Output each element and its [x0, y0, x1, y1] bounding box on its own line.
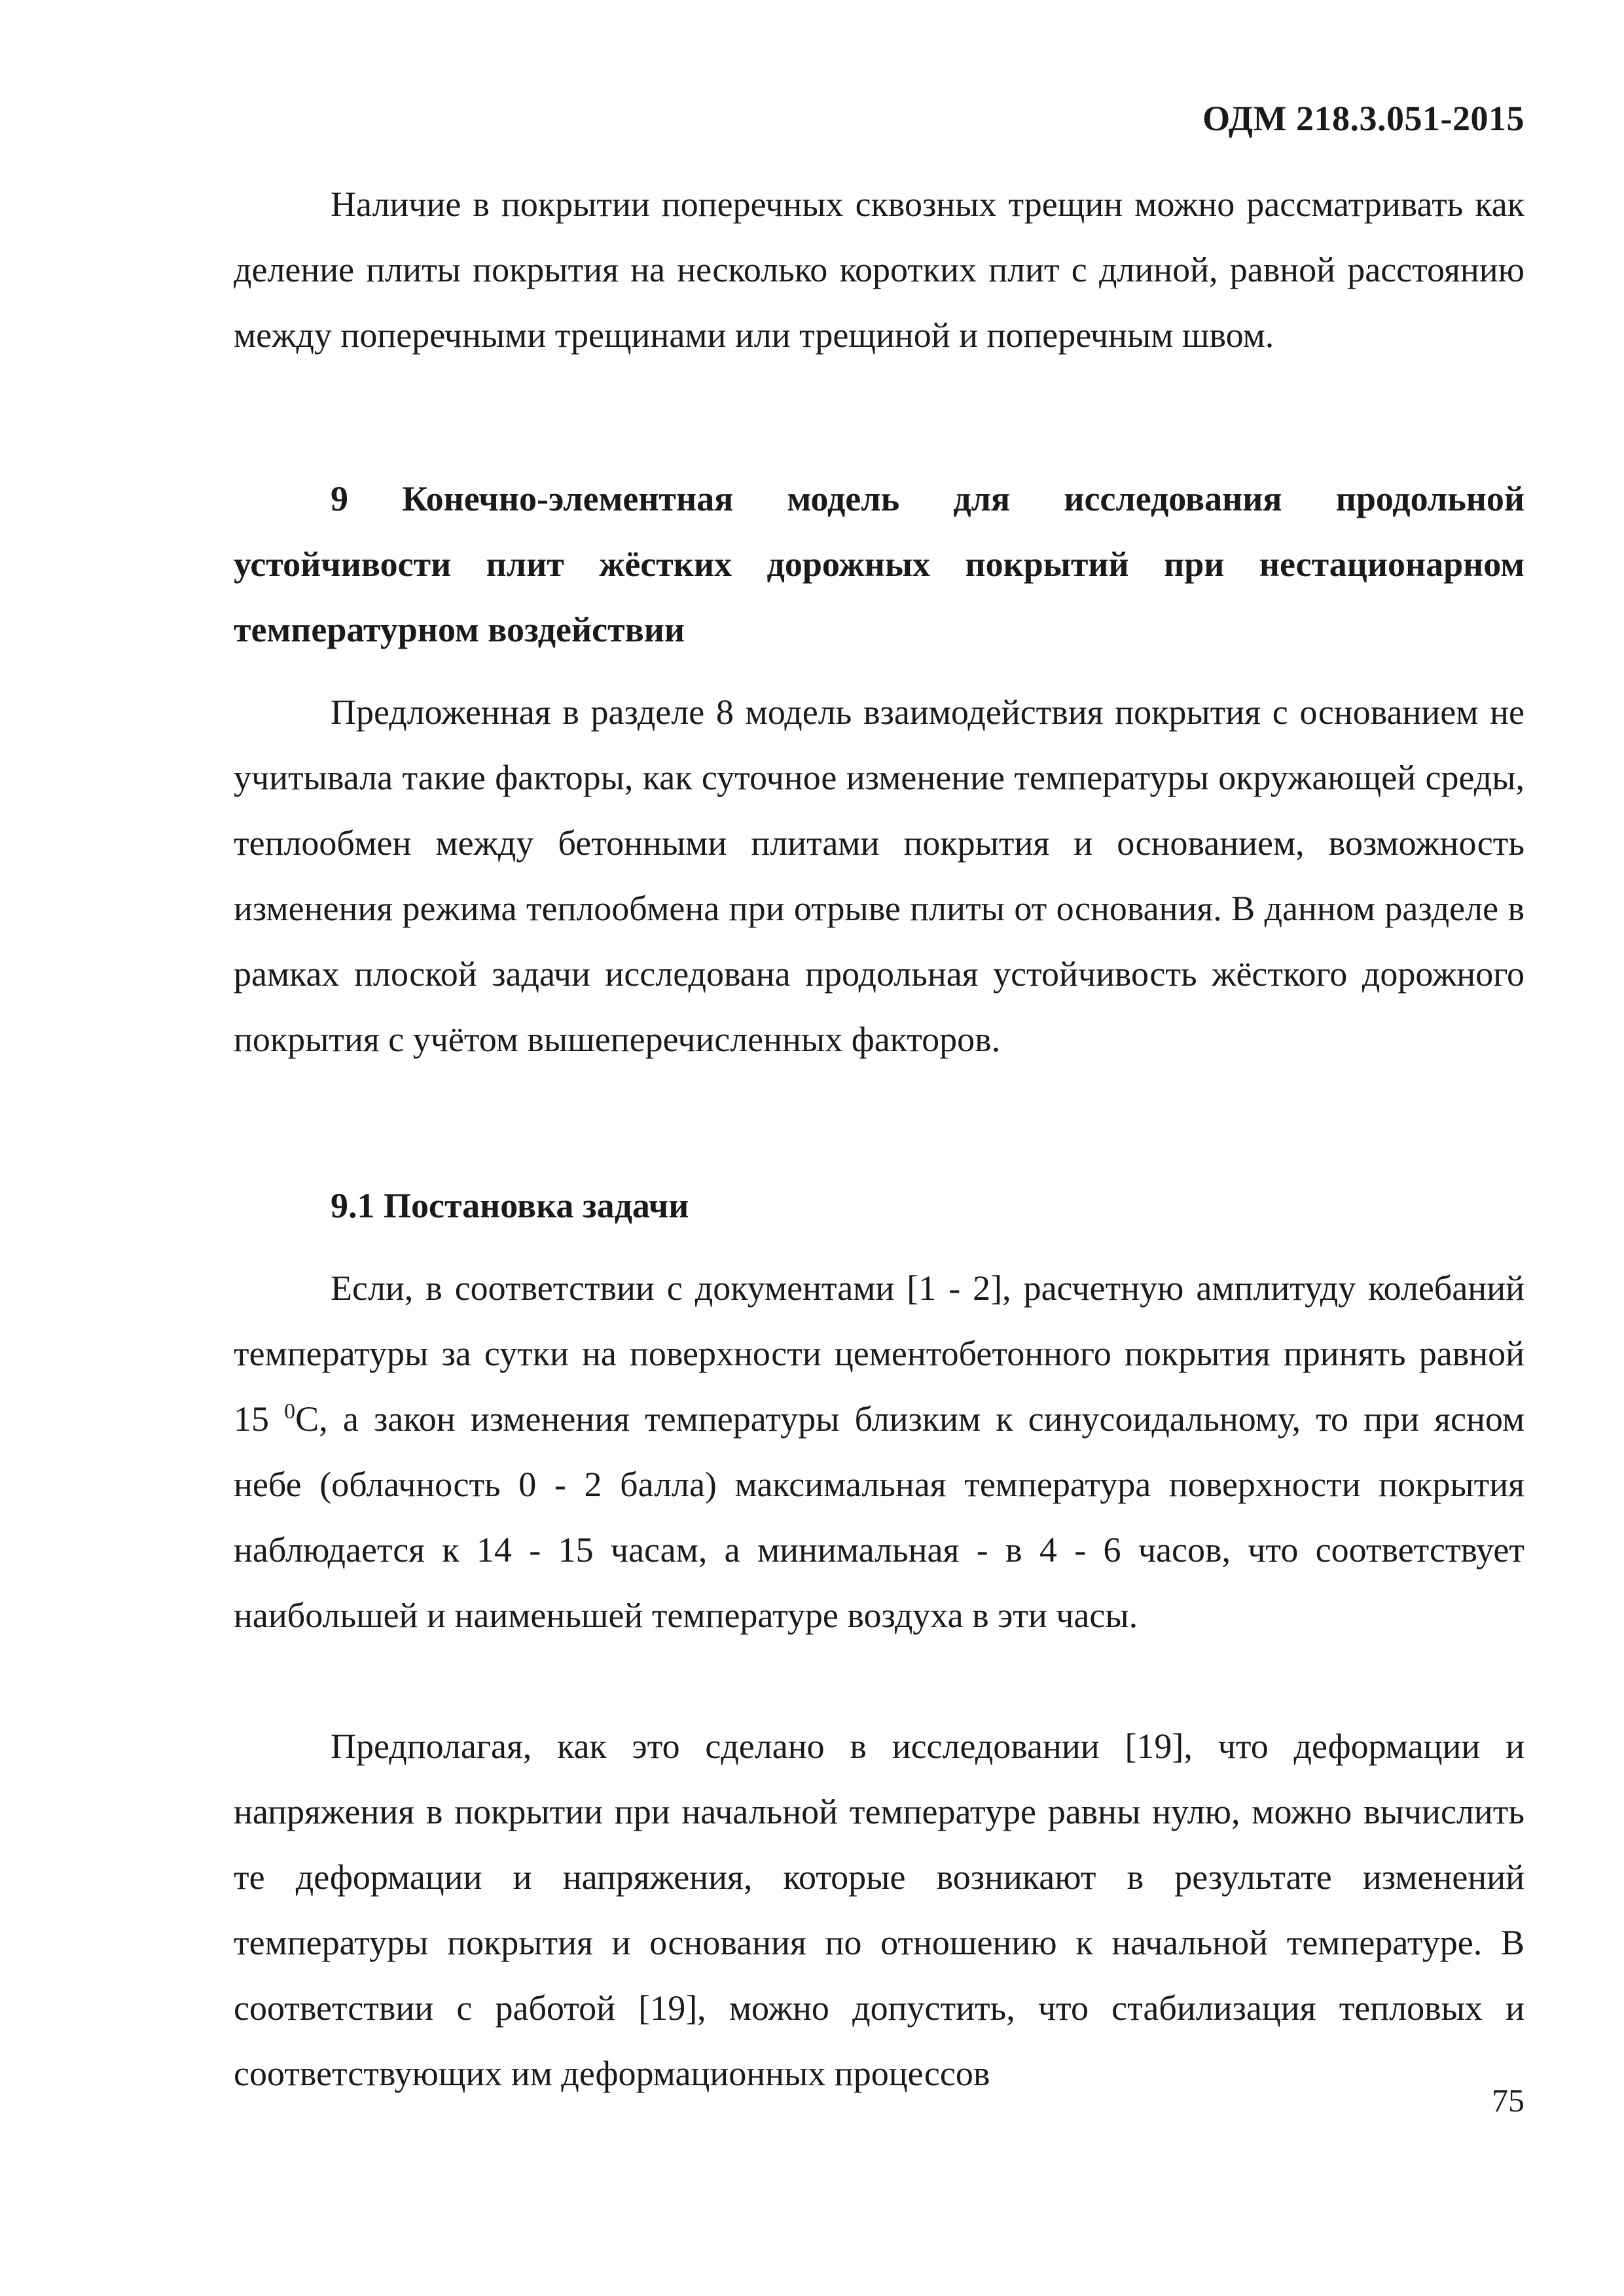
paragraph-temperature-amplitude [234, 1255, 1525, 1648]
paragraph-temperature-part1: Если, в соответствии с документами [1 - 2], расчетную амплитуду колебаний температуры за сутки на поверхности цементобетонного покрытия принять равной 15 [234, 1268, 1525, 1439]
paragraph-deformations: Предполагая, как это сделано в исследовании [19], что деформации и напряжения в покрытии при начальной температуре равны нулю, можно вычислить те деформации и напряжения, которые возникают в результате изменений температуры покрытия и основания по отношению к начальной температуре. В соответствии с работой [19], можно допустить, что стабилизация тепловых и соответствующих им деформационных процессов [234, 1727, 1525, 2093]
page-number: 75 [1492, 2082, 1525, 2119]
subsection-heading: 9.1 Постановка задачи [331, 1186, 689, 1225]
section-heading: 9 Конечно-элементная модель для исследования продольной устойчивости плит жёстких дорожных покрытий при нестационарном температурном воздействии [234, 479, 1525, 649]
paragraph-temperature-part2: С, а закон изменения температуры близким к синусоидальному, то при ясном небе (облачность 0 - 2 балла) максимальная температура поверхности покрытия наблюдается к 14 - 15 часам, а минимальная - в 4 - 6 часов, что соответствует наибольшей и наименьшей температуре воздуха в эти часы. [234, 1399, 1525, 1635]
document-code: ОДМ 218.3.051-2015 [1202, 99, 1525, 138]
paragraph-cracks: Наличие в покрытии поперечных сквозных трещин можно рассматривать как деление плиты покрытия на несколько коротких плит с длиной, равной расстоянию между поперечными трещинами или трещиной и поперечным швом. [234, 185, 1525, 355]
degree-superscript: 0 [284, 1399, 296, 1424]
paragraph-model-description: Предложенная в разделе 8 модель взаимодействия покрытия с основанием не учитывала такие факторы, как суточное изменение температуры окружающей среды, теплообмен между бетонными плитами покрытия и основанием, возможность изменения режима теплообмена при отрыве плиты от основания. В данном разделе в рамках плоской задачи исследована продольная устойчивость жёсткого дорожного покрытия с учётом вышеперечисленных факторов. [234, 692, 1525, 1059]
